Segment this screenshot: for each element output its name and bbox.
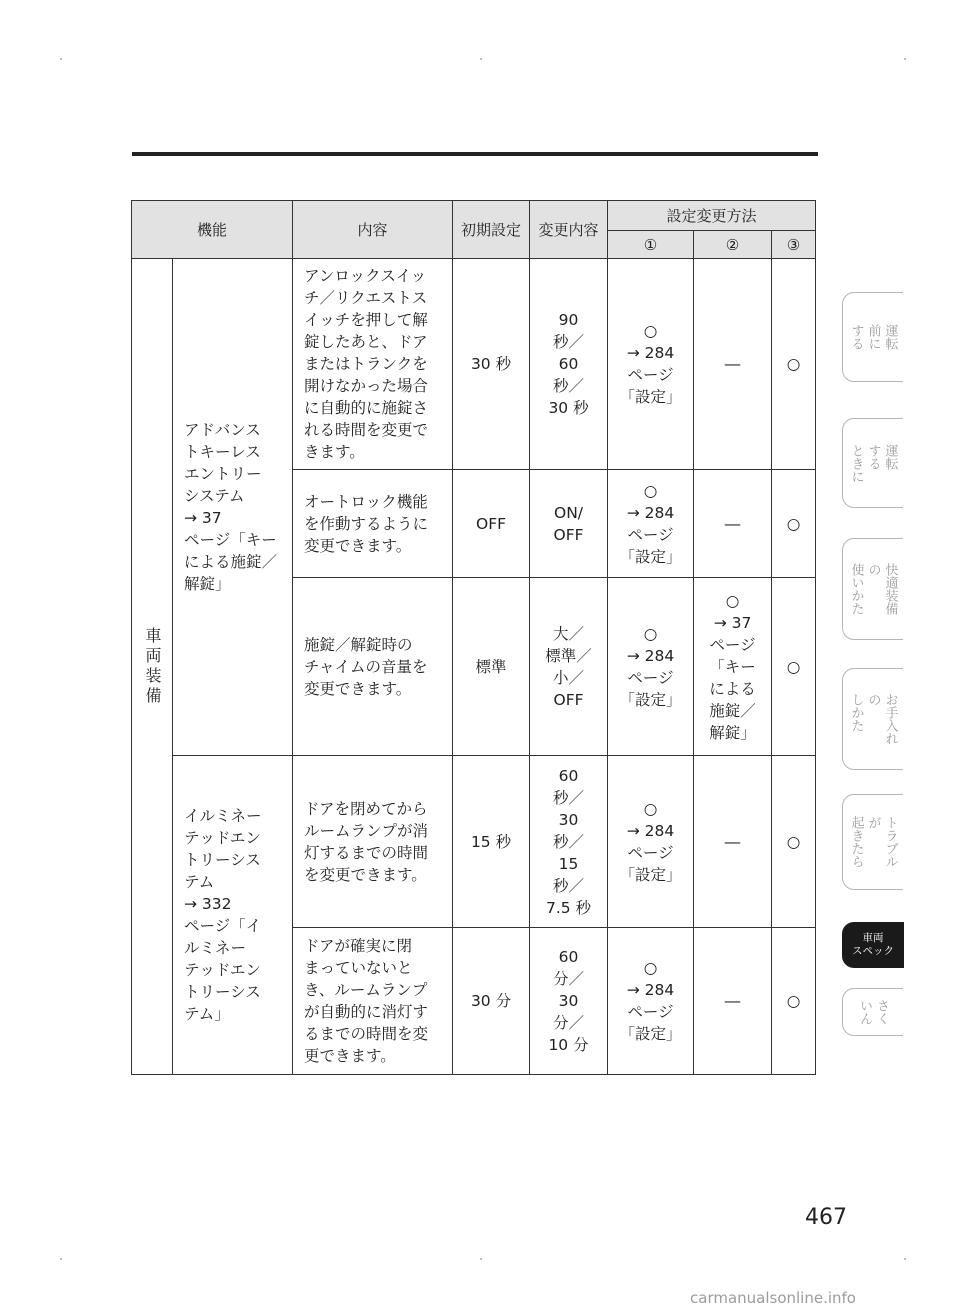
method-1-cell: ○ → 284 ページ 「設定」 (608, 578, 694, 756)
side-tab-maintenance[interactable] (842, 668, 903, 770)
side-tab-line: いん (857, 999, 872, 1025)
watermark: carmanualsonline.info (690, 1289, 856, 1307)
method-3-cell: ○ (772, 470, 816, 578)
crop-mark (904, 58, 906, 60)
side-tab-when-driving[interactable] (842, 418, 903, 508)
method-3-cell: ○ (772, 259, 816, 470)
side-tab-line: が (865, 816, 881, 829)
options-cell: 90 秒／ 60 秒／ 30 秒 (530, 259, 608, 470)
side-tab-line: する (848, 324, 864, 350)
crop-mark (60, 1258, 62, 1260)
method-2-cell: ― (694, 928, 772, 1075)
method-2-cell: ○ → 37 ページ 「キー による 施錠／ 解錠」 (694, 578, 772, 756)
side-tab-before-driving[interactable] (842, 292, 903, 382)
side-tab-troubleshooting[interactable] (842, 794, 903, 890)
side-tab-vehicle-specs[interactable] (842, 922, 904, 968)
crop-mark (60, 58, 62, 60)
header-default: 初期設定 (453, 201, 530, 259)
options-cell: ON/ OFF (530, 470, 608, 578)
header-method-1: ① (608, 231, 694, 259)
method-1-cell: ○ → 284 ページ 「設定」 (608, 470, 694, 578)
crop-mark (480, 1258, 482, 1260)
header-function: 機能 (132, 201, 293, 259)
method-2-cell: ― (694, 259, 772, 470)
default-cell: 30 分 (453, 928, 530, 1075)
default-cell: 30 秒 (453, 259, 530, 470)
side-tab-comfort-equipment[interactable] (842, 538, 903, 640)
options-cell: 60 分／ 30 分／ 10 分 (530, 928, 608, 1075)
method-3-cell: ○ (772, 756, 816, 928)
method-1-cell: ○ → 284 ページ 「設定」 (608, 928, 694, 1075)
feature-cell: アドバンス トキーレス エントリー システム → 37 ページ「キー による施錠／ 解錠」 (173, 259, 293, 756)
header-rule (132, 152, 818, 156)
spec-table (131, 200, 816, 1075)
options-cell: 60 秒／ 30 秒／ 15 秒／ 7.5 秒 (530, 756, 608, 928)
content-cell: アンロックスイッ チ／リクエストス イッチを押して解 錠したあと、ドア またはトランクを 開けなかった場合 に自動的に施錠さ れる時間を変更で きます。 (293, 259, 453, 470)
method-3-cell: ○ (772, 928, 816, 1075)
crop-mark (480, 58, 482, 60)
feature-cell: イルミネー テッドエン トリーシス テム → 332 ページ「イ ルミネー テッドエン トリーシス テム」 (173, 756, 293, 1075)
category-cell (132, 259, 173, 1075)
content-cell: ドアを閉めてから ルームランプが消 灯するまでの時間 を変更できます。 (293, 756, 453, 928)
side-tab-line: 起きたら (848, 816, 864, 868)
category-label: 車両装備 (143, 626, 162, 707)
side-tab-line: 運転 (882, 324, 898, 350)
crop-mark (904, 1258, 906, 1260)
side-tab-line: スペック (852, 945, 894, 957)
header-content: 内容 (293, 201, 453, 259)
method-3-cell: ○ (772, 578, 816, 756)
side-tab-line: 車両 (862, 932, 884, 944)
content-cell: オートロック機能 を作動するように 変更できます。 (293, 470, 453, 578)
default-cell: OFF (453, 470, 530, 578)
method-1-cell: ○ → 284 ページ 「設定」 (608, 259, 694, 470)
side-tab-line: の (865, 693, 881, 706)
header-options: 変更内容 (530, 201, 608, 259)
method-2-cell: ― (694, 470, 772, 578)
method-2-cell: ― (694, 756, 772, 928)
header-method: 設定変更方法 (608, 201, 816, 231)
side-tab-line: する (865, 443, 881, 470)
options-cell: 大／ 標準／ 小／ OFF (530, 578, 608, 756)
side-tab-line: さく (874, 999, 889, 1025)
side-tab-line: 前に (865, 324, 881, 350)
side-tab-line: しかた (848, 693, 864, 732)
side-tab-line: トラブル (882, 816, 898, 868)
side-tab-line: 運転 (882, 443, 898, 470)
default-cell: 標準 (453, 578, 530, 756)
header-method-3: ③ (772, 231, 816, 259)
side-tab-index[interactable] (842, 988, 903, 1036)
side-tab-line: 快適装備 (882, 563, 898, 615)
default-cell: 15 秒 (453, 756, 530, 928)
page-number: 467 (805, 1205, 847, 1230)
side-tab-line: 使いかた (848, 563, 864, 615)
content-cell: ドアが確実に閉 まっていないと き、ルームランプ が自動的に消灯す るまでの時間を変 更できます。 (293, 928, 453, 1075)
side-tab-line: の (865, 563, 881, 576)
side-tab-line: ときに (848, 443, 864, 483)
method-1-cell: ○ → 284 ページ 「設定」 (608, 756, 694, 928)
content-cell: 施錠／解錠時の チャイムの音量を 変更できます。 (293, 578, 453, 756)
header-method-2: ② (694, 231, 772, 259)
side-tab-line: お手入れ (882, 693, 898, 745)
